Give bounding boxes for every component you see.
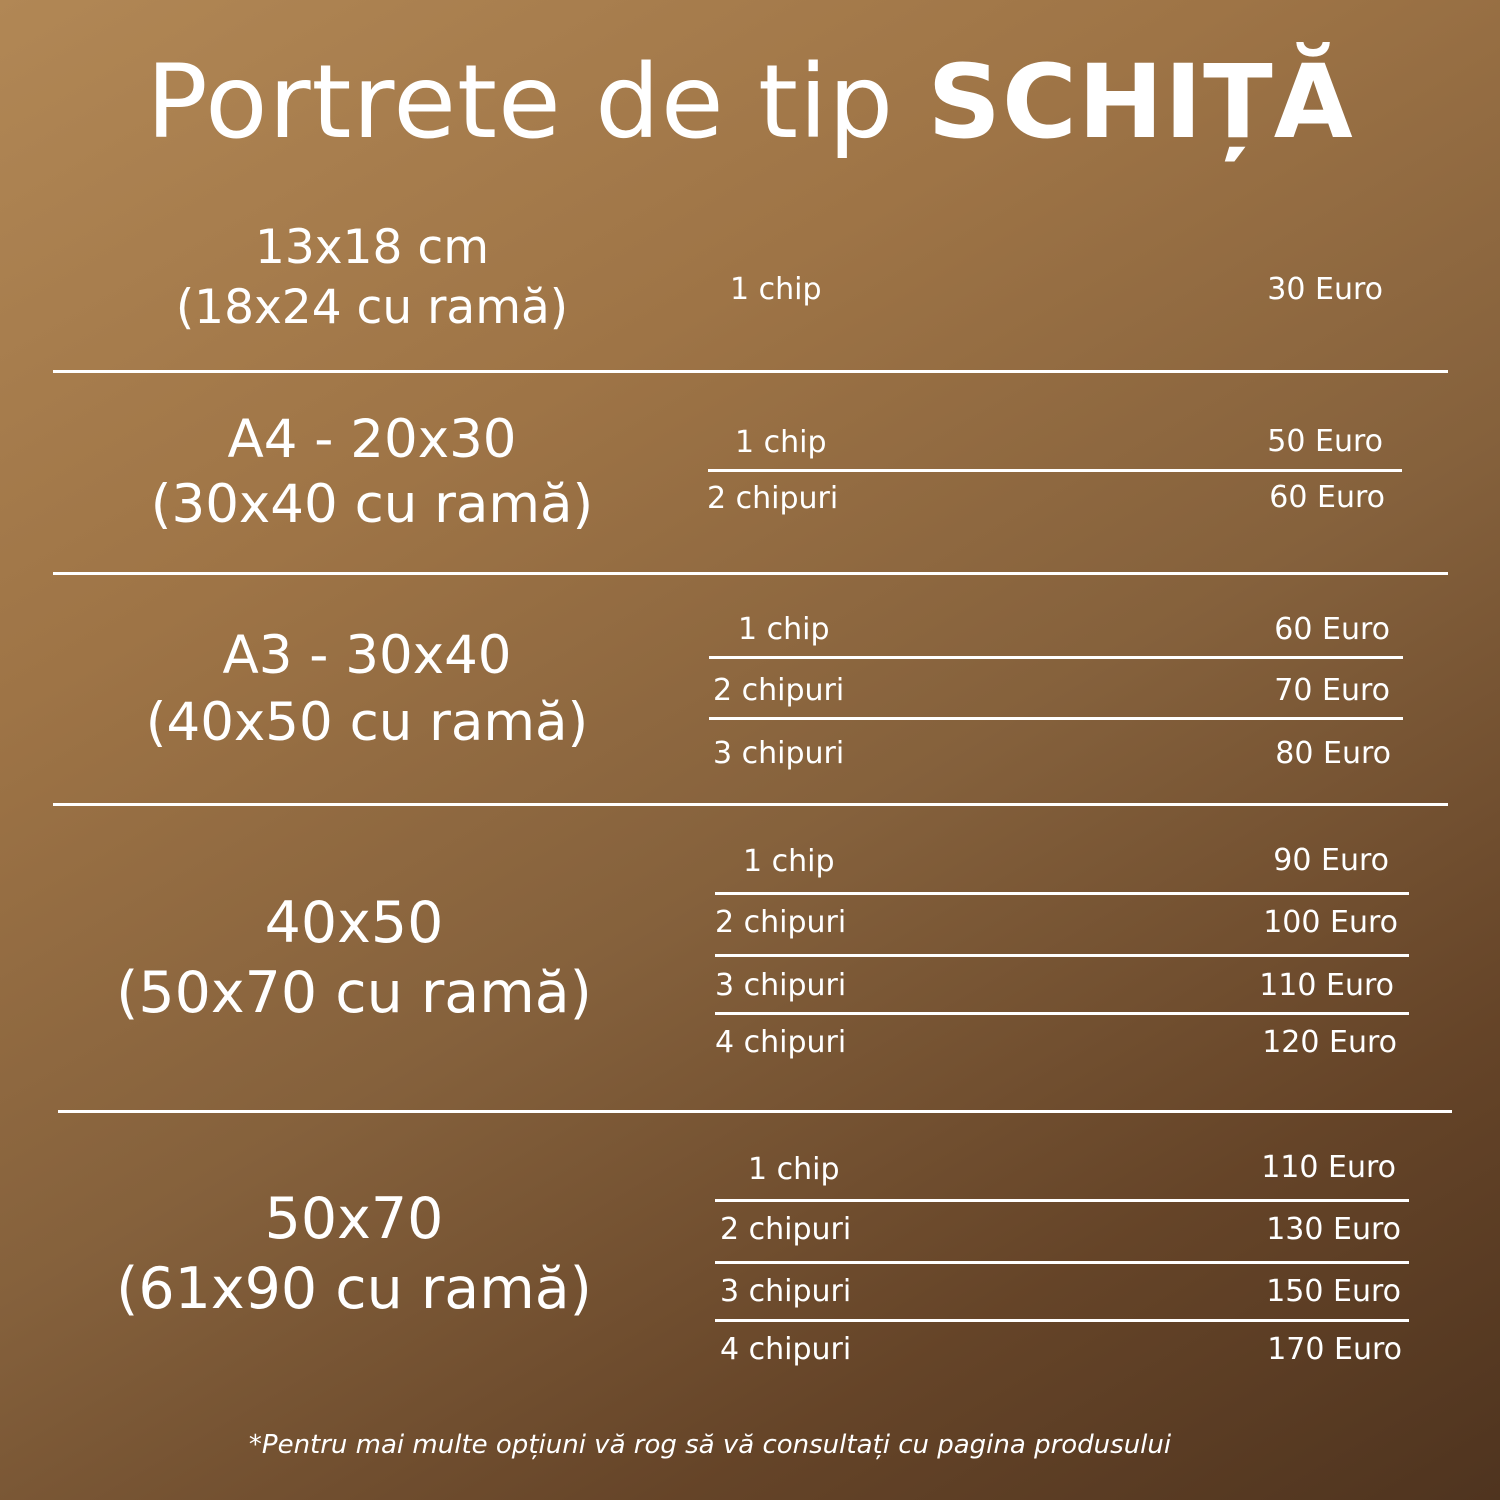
section-divider: [58, 1110, 1452, 1113]
option-faces: 1 chip: [738, 612, 830, 647]
option-divider: [715, 954, 1409, 957]
size-dimensions: 13x18 cm: [255, 220, 489, 275]
option-faces: 3 chipuri: [713, 736, 845, 771]
option-price: 110 Euro: [1261, 1150, 1396, 1185]
size-dimensions: A4 - 20x30: [227, 409, 517, 470]
option-faces: 4 chipuri: [720, 1332, 852, 1367]
option-divider: [715, 892, 1409, 895]
option-faces: 4 chipuri: [715, 1025, 847, 1060]
option-faces: 1 chip: [743, 844, 835, 879]
option-faces: 1 chip: [735, 425, 827, 460]
size-dimensions: 40x50: [264, 890, 444, 956]
option-price: 80 Euro: [1275, 736, 1391, 771]
size-dimensions: A3 - 30x40: [222, 625, 512, 686]
size-framed: (50x70 cu ramă): [116, 960, 592, 1026]
option-price: 170 Euro: [1267, 1332, 1402, 1367]
option-faces: 2 chipuri: [715, 905, 847, 940]
size-dimensions: 50x70: [264, 1186, 444, 1252]
size-framed: (40x50 cu ramă): [145, 692, 589, 753]
option-divider: [709, 717, 1403, 720]
option-divider: [715, 1199, 1409, 1202]
size-framed: (18x24 cu ramă): [175, 280, 569, 335]
title-bold: SCHIȚĂ: [927, 43, 1354, 162]
option-price: 150 Euro: [1266, 1274, 1401, 1309]
size-label-50x70: [104, 1184, 604, 1324]
option-faces: 3 chipuri: [715, 968, 847, 1003]
size-label-a4: [122, 407, 622, 537]
section-divider: [53, 572, 1448, 575]
section-divider: [53, 803, 1448, 806]
option-divider: [708, 469, 1402, 472]
size-framed: (30x40 cu ramă): [150, 474, 594, 535]
option-faces: 1 chip: [748, 1152, 840, 1187]
option-divider: [709, 656, 1403, 659]
option-divider: [715, 1261, 1409, 1264]
option-price: 50 Euro: [1267, 424, 1383, 459]
option-price: 70 Euro: [1274, 673, 1390, 708]
page-title: [0, 38, 1500, 168]
option-price: 60 Euro: [1269, 480, 1385, 515]
option-price: 100 Euro: [1263, 905, 1398, 940]
option-faces: 2 chipuri: [720, 1212, 852, 1247]
option-divider: [715, 1319, 1409, 1322]
option-price: 130 Euro: [1266, 1212, 1401, 1247]
size-framed: (61x90 cu ramă): [116, 1256, 592, 1322]
size-label-40x50: [104, 888, 604, 1028]
title-regular: Portrete de tip: [146, 43, 928, 162]
option-faces: 2 chipuri: [707, 481, 839, 516]
option-faces: 2 chipuri: [713, 673, 845, 708]
option-price: 120 Euro: [1262, 1025, 1397, 1060]
option-faces: 1 chip: [730, 272, 822, 307]
option-faces: 3 chipuri: [720, 1274, 852, 1309]
option-price: 60 Euro: [1274, 612, 1390, 647]
size-label-13x18: [122, 218, 622, 338]
option-price: 30 Euro: [1267, 272, 1383, 307]
size-label-a3: [117, 622, 617, 756]
option-price: 90 Euro: [1273, 843, 1389, 878]
section-divider: [53, 370, 1448, 373]
option-divider: [715, 1012, 1409, 1015]
option-price: 110 Euro: [1259, 968, 1394, 1003]
footnote: *Pentru mai multe opțiuni vă rog să vă consultați cu pagina produsului: [248, 1430, 1172, 1460]
